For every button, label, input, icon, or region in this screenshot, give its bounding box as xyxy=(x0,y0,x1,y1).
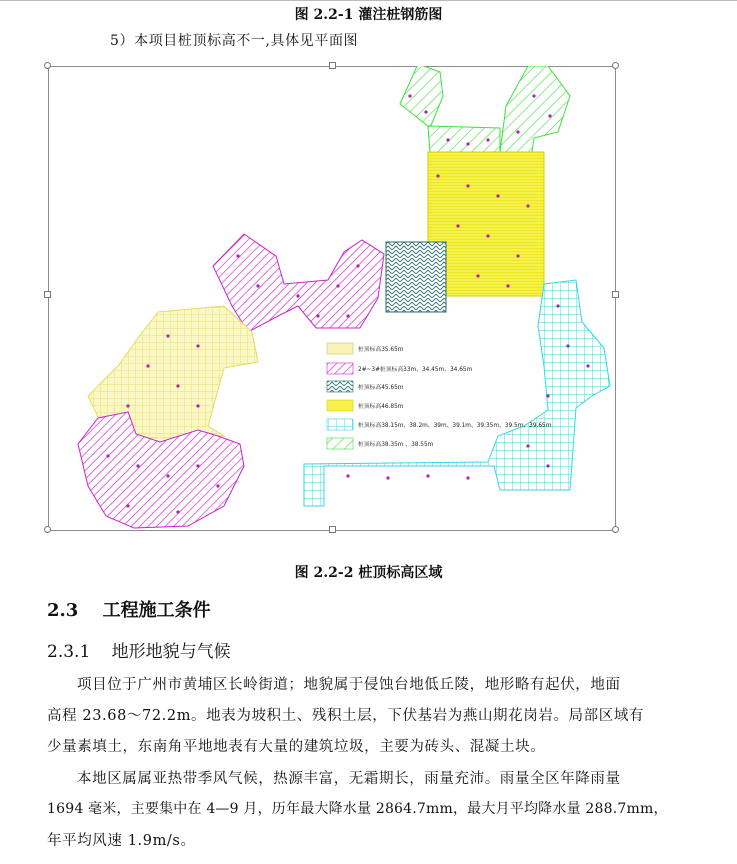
resize-handle-tr[interactable] xyxy=(612,62,619,69)
legend-swatch-5 xyxy=(327,419,353,430)
resize-handle-tl[interactable] xyxy=(44,62,51,69)
legend-label-1: 桩顶标高35.65m xyxy=(358,347,404,353)
legend-swatch-3 xyxy=(327,381,353,392)
section-heading xyxy=(47,596,211,622)
legend-label-2: 2#~3#桩顶标高33m、34.45m、34.65m xyxy=(358,367,473,373)
legend-swatch-1 xyxy=(327,343,353,354)
legend-label-5: 桩顶标高38.15m、38.2m、39m、39.1m、39.35m、39.5m、39.65m xyxy=(358,423,552,429)
para2-line3: 年平均风速 1.9m/s。 xyxy=(47,833,196,849)
subsection-heading xyxy=(47,637,231,662)
legend-label-6: 桩顶标高38.35m 、38.55m xyxy=(358,442,434,448)
para1-line1: 项目位于广州市黄埔区长岭街道；地貌属于侵蚀台地低丘陵，地形略有起伏，地面 xyxy=(77,677,621,693)
para2-line1: 本地区属属亚热带季风气候，热源丰富，无霜期长，雨量充沛。雨量全区年降雨量 xyxy=(77,771,621,787)
para1-line2: 高程 23.68～72.2m。地表为坡积土、残积土层，下伏基岩为燕山期花岗岩。局部区域有 xyxy=(47,708,645,724)
figure-frame[interactable] xyxy=(48,66,616,531)
resize-handle-bottom[interactable] xyxy=(329,526,336,533)
resize-handle-right[interactable] xyxy=(612,291,619,298)
zone-teal xyxy=(386,242,446,312)
para1-line3: 少量素填土，东南角平地地表有大量的建筑垃圾，主要为砖头、混凝土块。 xyxy=(47,739,546,755)
figure2-caption: 图 2.2-2 桩顶标高区域 xyxy=(294,565,443,581)
section-title: 工程施工条件 xyxy=(102,600,211,621)
section-number: 2.3 xyxy=(47,600,79,621)
resize-handle-left[interactable] xyxy=(44,291,51,298)
para2-line2: 1694 毫米，主要集中在 4—9 月，历年最大降水量 2864.7mm，最大月平均降水量 288.7mm， xyxy=(47,801,668,817)
legend-label-3: 桩顶标高45.65m xyxy=(358,385,404,391)
item5-text: 5）本项目桩顶标高不一,具体见平面图 xyxy=(110,33,359,49)
resize-handle-top[interactable] xyxy=(329,62,336,69)
zone-magenta-mid xyxy=(213,234,384,332)
subsection-title: 地形地貌与气候 xyxy=(111,642,231,662)
legend-swatch-2 xyxy=(327,363,353,374)
subsection-number: 2.3.1 xyxy=(47,642,91,662)
legend-label-4: 桩顶标高46.85m xyxy=(358,404,404,410)
legend-swatch-6 xyxy=(327,438,353,449)
legend-swatch-4 xyxy=(327,400,353,411)
resize-handle-bl[interactable] xyxy=(44,526,51,533)
resize-handle-br[interactable] xyxy=(612,526,619,533)
pile-elevation-plan xyxy=(48,66,616,531)
figure1-caption: 图 2.2-1 灌注桩钢筋图 xyxy=(294,7,443,23)
